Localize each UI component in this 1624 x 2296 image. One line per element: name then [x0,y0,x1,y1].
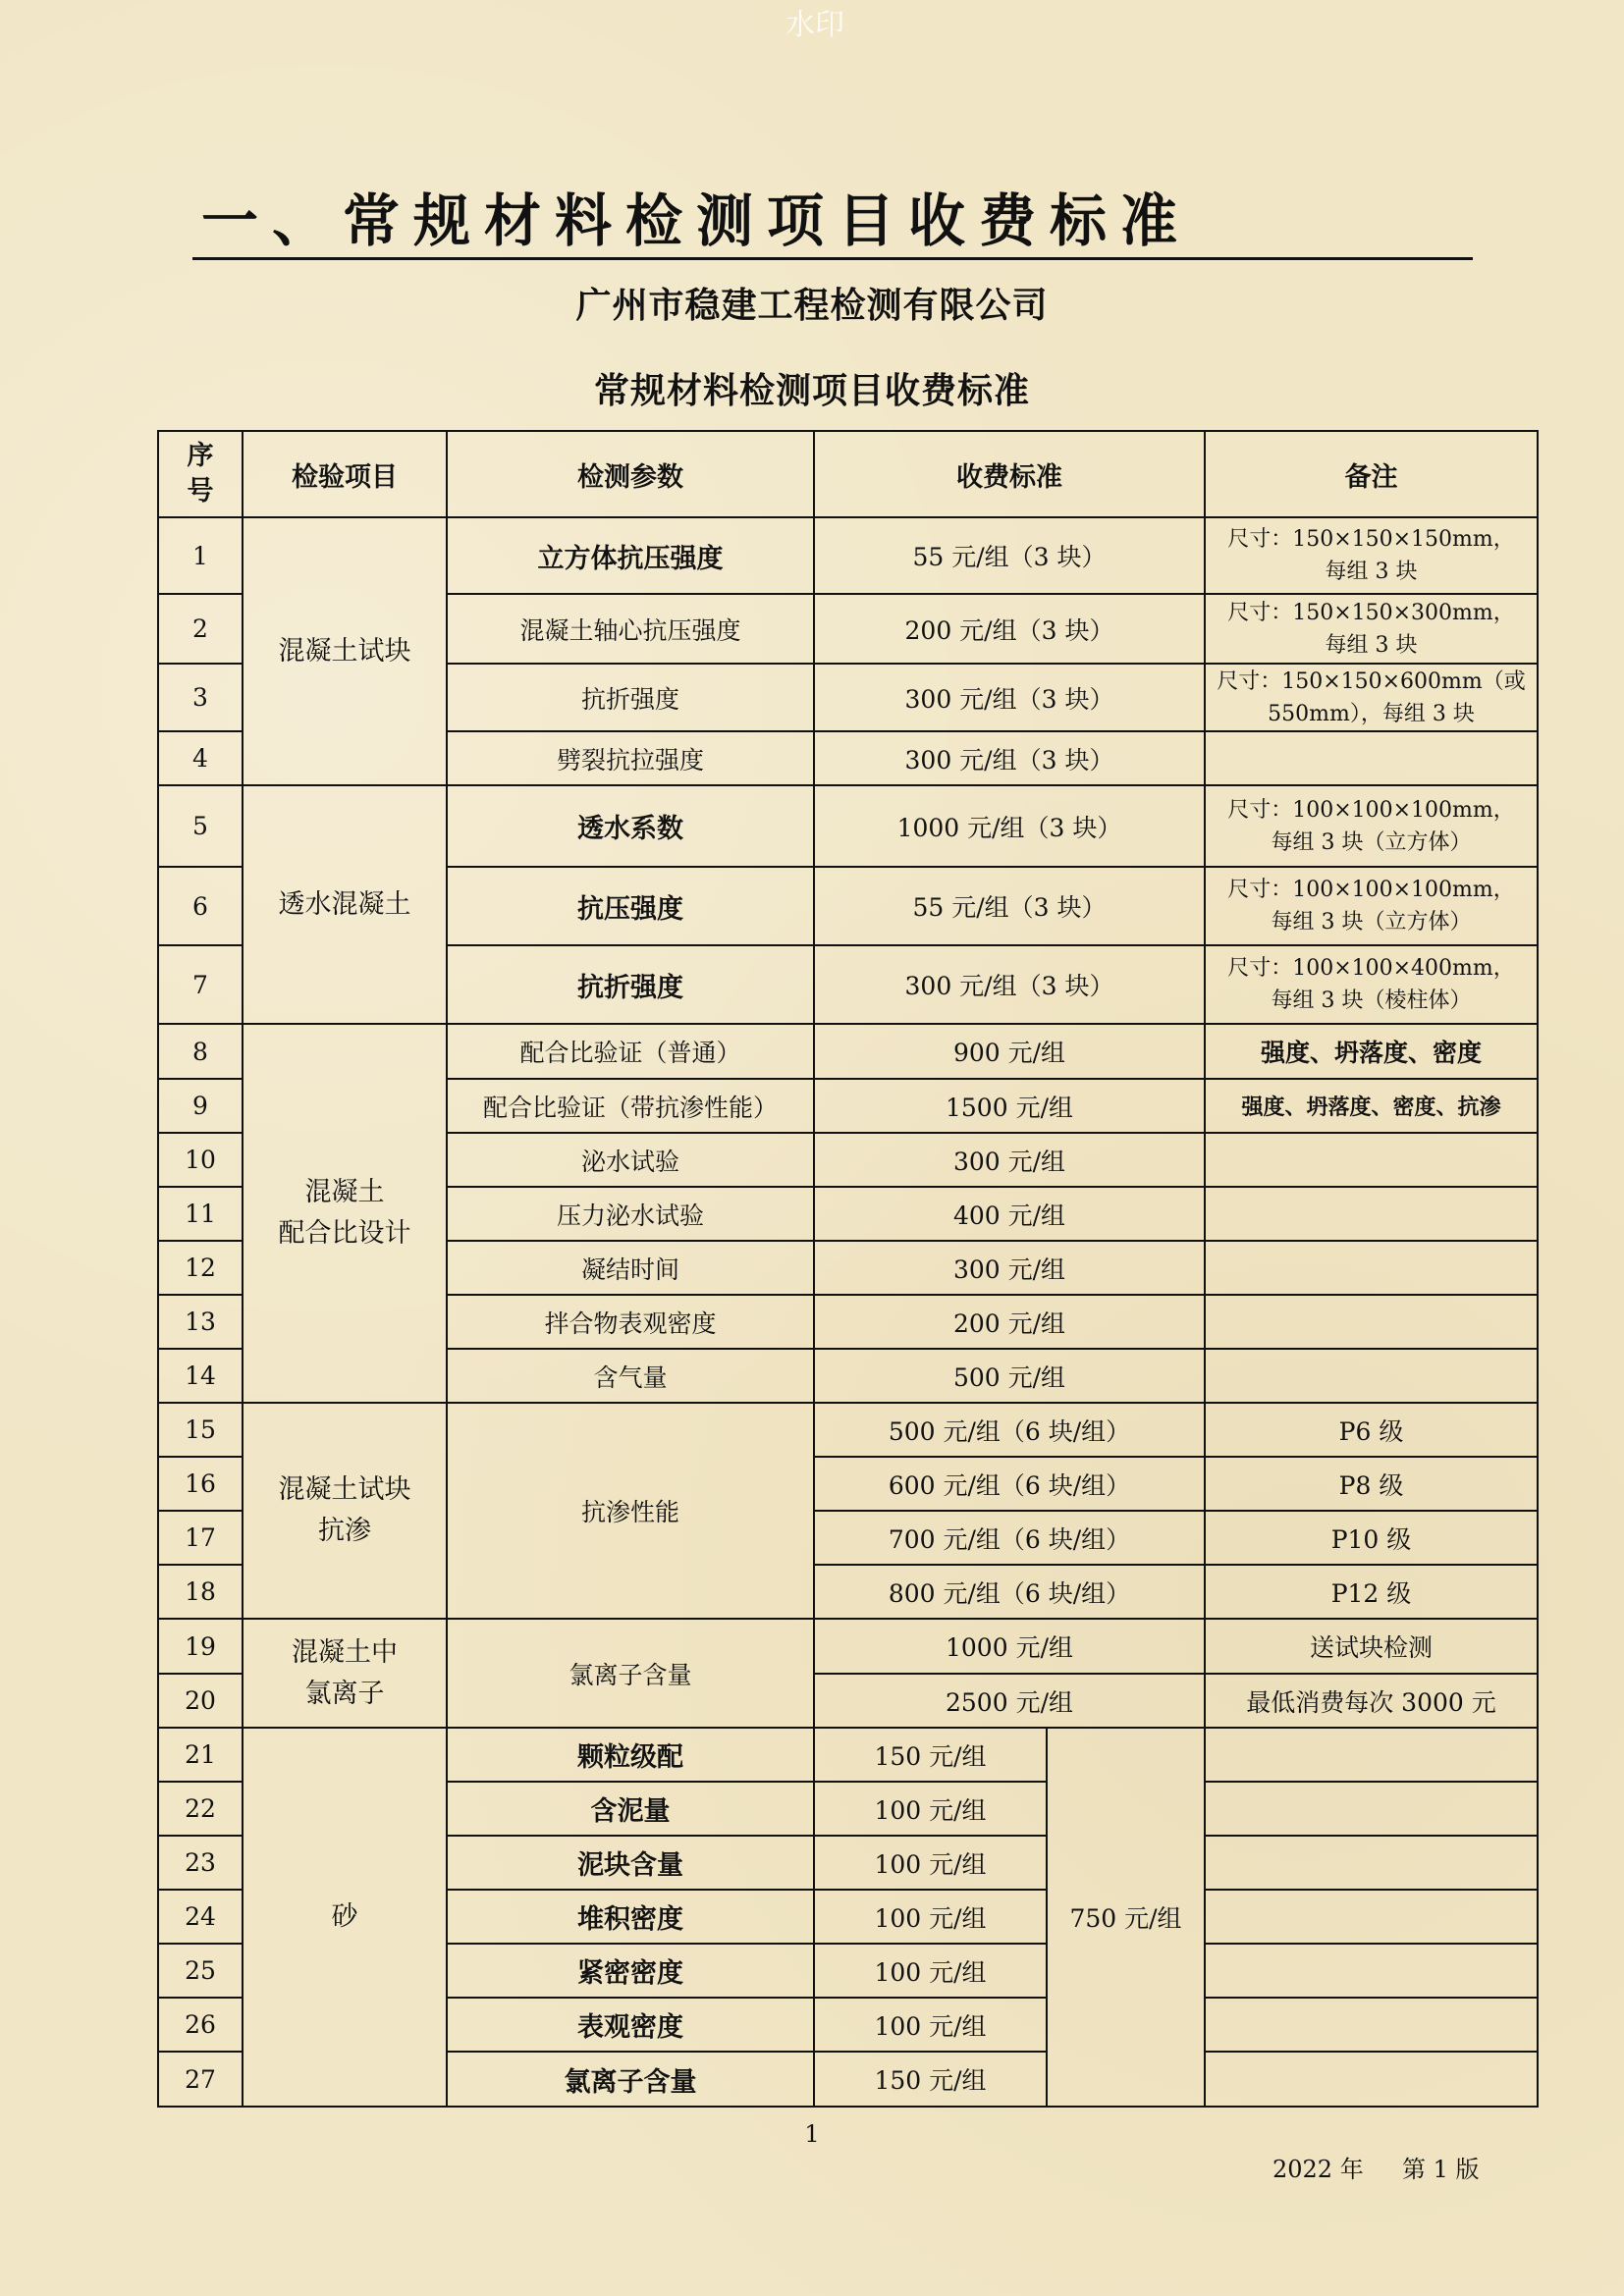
note-cell: 强度、坍落度、密度 [1205,1024,1538,1079]
row-no: 24 [158,1890,243,1944]
note-cell: 尺寸：100×100×400mm， 每组 3 块（棱柱体） [1205,945,1538,1024]
fee-cell: 1000 元/组 [814,1619,1205,1674]
row-no: 20 [158,1674,243,1728]
row-no: 10 [158,1133,243,1187]
fee-cell: 200 元/组（3 块） [814,594,1205,664]
row-no: 7 [158,945,243,1024]
table-row [158,785,1538,867]
note-cell [1205,1836,1538,1890]
param-cell: 含气量 [447,1349,814,1403]
fee-cell: 800 元/组（6 块/组） [814,1565,1205,1619]
fee-cell: 500 元/组（6 块/组） [814,1403,1205,1457]
param-cell: 表观密度 [447,1998,814,2052]
param-cell: 抗压强度 [447,867,814,945]
header-fee: 收费标准 [814,431,1205,517]
param-cell: 配合比验证（带抗渗性能） [447,1079,814,1133]
row-no: 5 [158,785,243,867]
fee-cell: 2500 元/组 [814,1674,1205,1728]
row-no: 23 [158,1836,243,1890]
row-no: 15 [158,1403,243,1457]
header-no: 序 号 [158,431,243,517]
note-cell: 尺寸：150×150×300mm， 每组 3 块 [1205,594,1538,664]
param-cell: 压力泌水试验 [447,1187,814,1241]
sand-total-fee: 750 元/组 [1047,1728,1205,2107]
note-cell [1205,1241,1538,1295]
note-cell [1205,1728,1538,1782]
category-cell: 混凝土试块 [243,517,447,785]
fee-cell: 300 元/组（3 块） [814,731,1205,785]
note-cell [1205,1998,1538,2052]
row-no: 1 [158,517,243,594]
fee-cell: 600 元/组（6 块/组） [814,1457,1205,1511]
note-cell: 强度、坍落度、密度、抗渗 [1205,1079,1538,1133]
param-cell: 立方体抗压强度 [447,517,814,594]
param-cell: 劈裂抗拉强度 [447,731,814,785]
fee-cell: 200 元/组 [814,1295,1205,1349]
category-cell: 混凝土 配合比设计 [243,1024,447,1403]
fee-cell: 300 元/组 [814,1133,1205,1187]
header-param: 检测参数 [447,431,814,517]
note-cell [1205,731,1538,785]
row-no: 9 [158,1079,243,1133]
header-item: 检验项目 [243,431,447,517]
row-no: 3 [158,664,243,731]
row-no: 11 [158,1187,243,1241]
fee-cell: 400 元/组 [814,1187,1205,1241]
row-no: 12 [158,1241,243,1295]
note-cell: P10 级 [1205,1511,1538,1565]
note-cell: 尺寸：150×150×150mm， 每组 3 块 [1205,517,1538,594]
page-number: 1 [804,2120,820,2148]
row-no: 16 [158,1457,243,1511]
param-cell: 配合比验证（普通） [447,1024,814,1079]
table-row [158,1619,1538,1674]
row-no: 13 [158,1295,243,1349]
watermark: 水印 [785,8,844,42]
param-cell: 混凝土轴心抗压强度 [447,594,814,664]
table-row [158,1728,1538,1782]
fee-cell: 700 元/组（6 块/组） [814,1511,1205,1565]
fee-cell: 100 元/组 [814,1782,1047,1836]
fee-cell: 100 元/组 [814,1836,1047,1890]
row-no: 17 [158,1511,243,1565]
row-no: 19 [158,1619,243,1674]
param-cell: 抗折强度 [447,945,814,1024]
param-cell: 颗粒级配 [447,1728,814,1782]
section-title: 一、常规材料检测项目收费标准 [201,187,1192,254]
fee-cell: 100 元/组 [814,1944,1047,1998]
table-title: 常规材料检测项目收费标准 [593,371,1030,411]
param-cell: 紧密密度 [447,1944,814,1998]
title-rule [192,257,1473,260]
param-cell: 含泥量 [447,1782,814,1836]
fee-table [157,430,1539,2108]
fee-cell: 300 元/组 [814,1241,1205,1295]
fee-cell: 100 元/组 [814,1890,1047,1944]
row-no: 14 [158,1349,243,1403]
row-no: 22 [158,1782,243,1836]
param-cell: 堆积密度 [447,1890,814,1944]
fee-cell: 100 元/组 [814,1998,1047,2052]
row-no: 26 [158,1998,243,2052]
note-cell: P12 级 [1205,1565,1538,1619]
table-header-row [158,431,1538,517]
fee-cell: 1000 元/组（3 块） [814,785,1205,867]
table-row [158,517,1538,594]
note-cell: 最低消费每次 3000 元 [1205,1674,1538,1728]
category-cell: 混凝土试块 抗渗 [243,1403,447,1619]
header-note: 备注 [1205,431,1538,517]
note-cell: 送试块检测 [1205,1619,1538,1674]
edition-info [1272,2150,1480,2184]
param-cell: 拌合物表观密度 [447,1295,814,1349]
note-cell: P6 级 [1205,1403,1538,1457]
param-cell: 泥块含量 [447,1836,814,1890]
category-cell: 混凝土中 氯离子 [243,1619,447,1728]
note-cell: 尺寸：150×150×600mm（或 550mm），每组 3 块 [1205,664,1538,731]
param-cell: 氯离子含量 [447,1619,814,1728]
edition-label: 第 1 版 [1402,2156,1480,2183]
note-cell [1205,2052,1538,2107]
param-cell: 氯离子含量 [447,2052,814,2107]
row-no: 18 [158,1565,243,1619]
fee-cell: 150 元/组 [814,1728,1047,1782]
fee-cell: 55 元/组（3 块） [814,517,1205,594]
note-cell [1205,1890,1538,1944]
category-cell: 砂 [243,1728,447,2107]
note-cell [1205,1349,1538,1403]
note-cell [1205,1944,1538,1998]
param-cell: 凝结时间 [447,1241,814,1295]
table-row [158,1403,1538,1457]
company-name: 广州市稳建工程检测有限公司 [575,286,1049,326]
fee-cell: 900 元/组 [814,1024,1205,1079]
note-cell [1205,1133,1538,1187]
note-cell [1205,1187,1538,1241]
row-no: 4 [158,731,243,785]
row-no: 27 [158,2052,243,2107]
note-cell [1205,1295,1538,1349]
fee-cell: 300 元/组（3 块） [814,664,1205,731]
note-cell: P8 级 [1205,1457,1538,1511]
param-cell: 透水系数 [447,785,814,867]
param-cell: 抗渗性能 [447,1403,814,1619]
fee-cell: 500 元/组 [814,1349,1205,1403]
param-cell: 泌水试验 [447,1133,814,1187]
note-cell [1205,1782,1538,1836]
row-no: 25 [158,1944,243,1998]
fee-cell: 1500 元/组 [814,1079,1205,1133]
note-cell: 尺寸：100×100×100mm， 每组 3 块（立方体） [1205,867,1538,945]
row-no: 21 [158,1728,243,1782]
row-no: 6 [158,867,243,945]
row-no: 8 [158,1024,243,1079]
note-cell: 尺寸：100×100×100mm， 每组 3 块（立方体） [1205,785,1538,867]
param-cell: 抗折强度 [447,664,814,731]
fee-cell: 55 元/组（3 块） [814,867,1205,945]
edition-year: 2022 年 [1272,2156,1364,2183]
table-row [158,1024,1538,1079]
fee-cell: 150 元/组 [814,2052,1047,2107]
row-no: 2 [158,594,243,664]
fee-cell: 300 元/组（3 块） [814,945,1205,1024]
category-cell: 透水混凝土 [243,785,447,1024]
